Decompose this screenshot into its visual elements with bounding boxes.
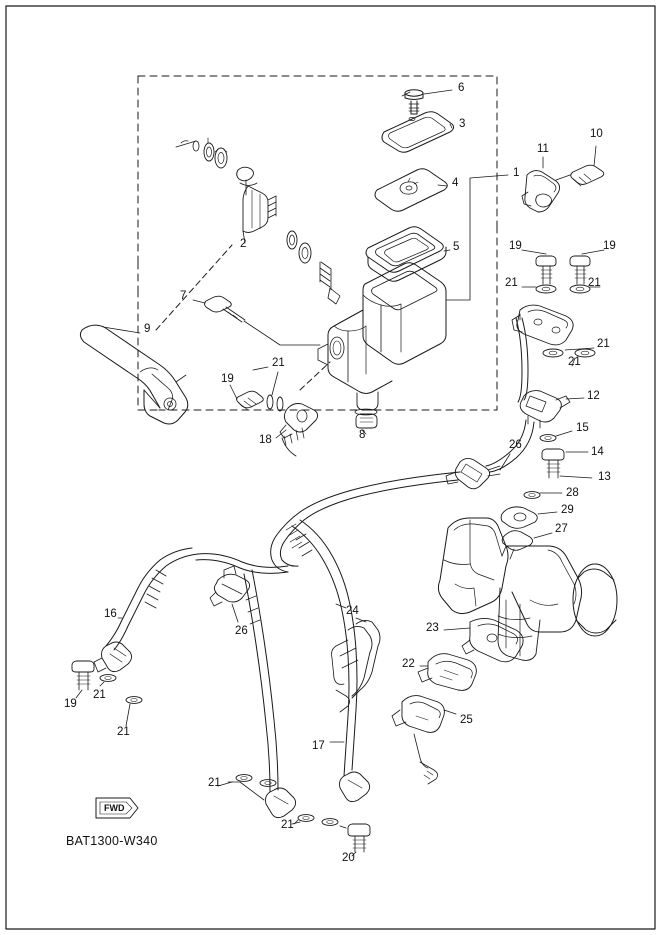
callout-21-f: 21 xyxy=(93,689,106,701)
callout-13: 13 xyxy=(598,471,611,483)
callout-9: 9 xyxy=(144,323,151,335)
callout-21-d: 21 xyxy=(568,356,581,368)
callout-10: 10 xyxy=(590,128,603,140)
callout-16: 16 xyxy=(104,608,117,620)
callout-5: 5 xyxy=(453,241,460,253)
callout-7: 7 xyxy=(180,290,187,302)
callout-29: 29 xyxy=(561,504,574,516)
callout-25: 25 xyxy=(460,714,473,726)
callout-21-c: 21 xyxy=(597,338,610,350)
callout-12: 12 xyxy=(587,390,600,402)
callout-28: 28 xyxy=(566,487,579,499)
callout-14: 14 xyxy=(591,446,604,458)
callout-1: 1 xyxy=(513,167,520,179)
callout-21-i: 21 xyxy=(281,819,294,831)
callout-20: 20 xyxy=(342,852,355,864)
callout-22: 22 xyxy=(402,658,415,670)
callout-21-a: 21 xyxy=(505,277,518,289)
callout-21-h: 21 xyxy=(208,777,221,789)
callout-26-a: 26 xyxy=(509,439,522,451)
callout-19-c: 19 xyxy=(221,373,234,385)
fwd-label: FWD xyxy=(104,803,125,813)
callout-19-a: 19 xyxy=(509,240,522,252)
callout-26-b: 26 xyxy=(235,625,248,637)
callout-2: 2 xyxy=(240,238,247,250)
callout-17: 17 xyxy=(312,740,325,752)
callout-18: 18 xyxy=(259,434,272,446)
callout-19-d: 19 xyxy=(64,698,77,710)
callout-3: 3 xyxy=(459,118,466,130)
callout-8: 8 xyxy=(359,429,366,441)
callout-21-e: 21 xyxy=(272,357,285,369)
callout-15: 15 xyxy=(576,422,589,434)
callout-24: 24 xyxy=(346,605,359,617)
callout-11: 11 xyxy=(537,143,549,155)
callout-21-b: 21 xyxy=(588,277,601,289)
callout-27: 27 xyxy=(555,523,568,535)
callout-21-g: 21 xyxy=(117,726,130,738)
callout-19-b: 19 xyxy=(603,240,616,252)
callout-6: 6 xyxy=(458,82,465,94)
diagram-part-code: BAT1300-W340 xyxy=(66,834,158,848)
callout-23: 23 xyxy=(426,622,439,634)
callout-4: 4 xyxy=(452,177,459,189)
